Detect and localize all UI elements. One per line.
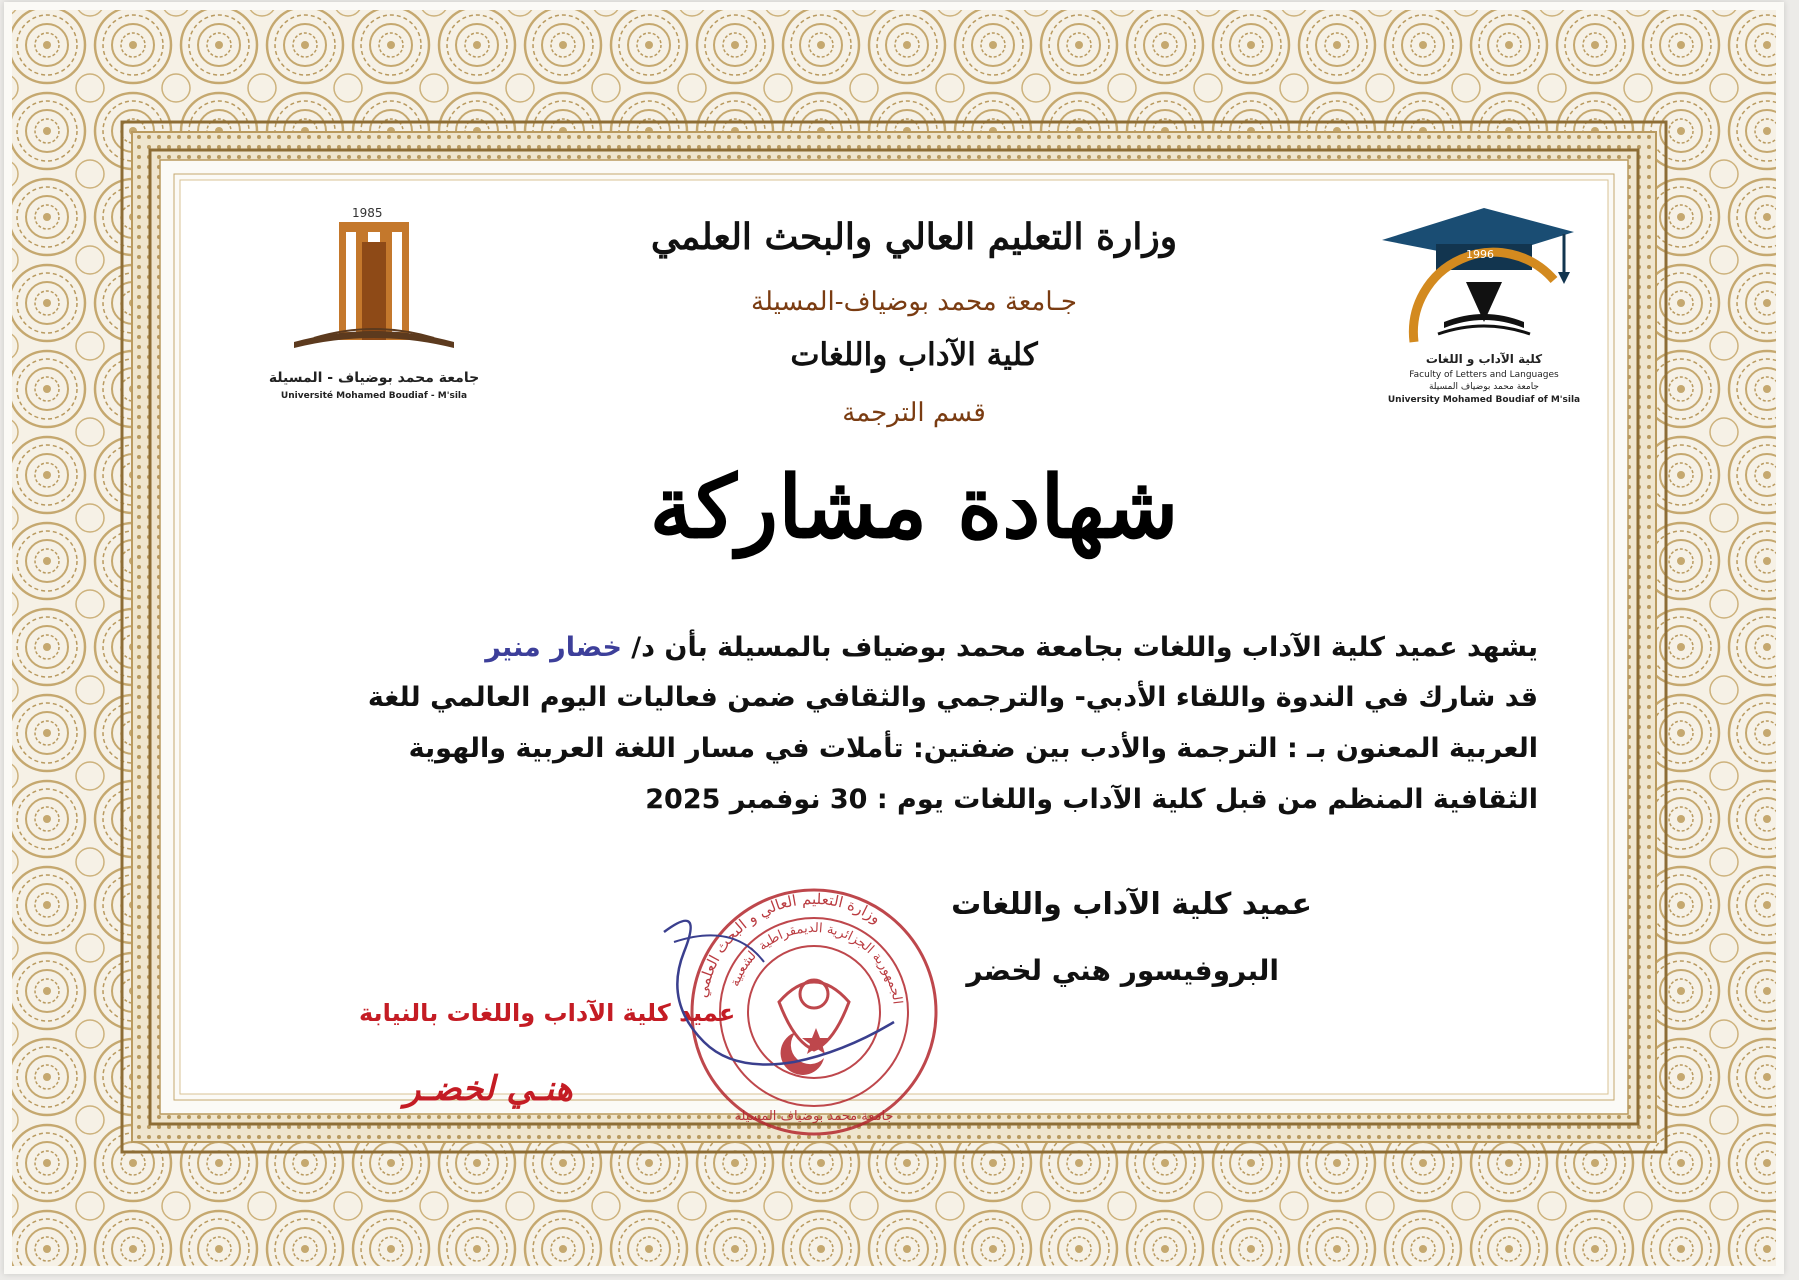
certificate-line-2: قد شارك في الندوة واللقاء الأدبي- والترجمي والثقافي ضمن فعاليات اليوم العالمي للغة — [367, 682, 1538, 713]
stamp-bottom-text: جامعة محمد بوضياف المسيلة — [734, 1109, 894, 1124]
certificate-line-4: الثقافية المنظم من قبل كلية الآداب واللغات يوم : 30 نوفمبر 2025 — [645, 784, 1538, 815]
dean-name: البروفيسور هني لخضر — [966, 954, 1279, 987]
dean-title: عميد كلية الآداب واللغات — [951, 887, 1312, 922]
certificate-intro-text: يشهد عميد كلية الآداب واللغات بجامعة محمد بوضياف بالمسيلة بأن د/ — [621, 632, 1538, 663]
certificate-sheet — [4, 2, 1784, 1274]
faculty-name-arabic: كلية الآداب و اللغات — [1425, 352, 1543, 366]
university-logo — [254, 202, 494, 402]
department-heading: قسم الترجمة — [842, 398, 986, 428]
participant-name: خضار منير — [485, 632, 622, 663]
acting-dean-title: عميد كلية الآداب واللغات بالنيابة — [359, 999, 736, 1027]
ministry-heading: وزارة التعليم العالي والبحث العلمي — [650, 216, 1178, 258]
university-name-latin: Université Mohamed Boudiaf - M'sila — [280, 391, 468, 401]
university-founding-year: 1985 — [352, 206, 383, 220]
stamp-outer-text: وزارة التعليم العالي و البحث العلمي — [692, 889, 885, 1000]
certificate-line-1 — [485, 632, 1538, 663]
faculty-logo — [1374, 202, 1594, 412]
faculty-university-arabic: جامعة محمد بوضياف المسيلة — [1428, 382, 1539, 392]
faculty-heading: كلية الآداب واللغات — [790, 337, 1038, 373]
stamp-inner-text: الجمهورية الجزائرية الديمقراطية الشعبية — [727, 920, 905, 1006]
graduation-cap-pen-icon — [1374, 202, 1594, 352]
certificate-title: شهادة مشاركة — [649, 457, 1179, 558]
handwritten-signature-mark — [644, 889, 904, 1092]
faculty-university-latin: University Mohamed Boudiaf of M'sila — [1387, 395, 1581, 405]
faculty-name-latin: Faculty of Letters and Languages — [1409, 370, 1559, 380]
certificate-line-3: العربية المعنون بـ : الترجمة والأدب بين ضفتين: تأملات في مسار اللغة العربية والهوية — [408, 733, 1538, 764]
acting-dean-name: هنـي لخضـر — [404, 1069, 573, 1109]
faculty-founding-year: 1996 — [1466, 248, 1494, 261]
university-name-arabic: جامعة محمد بوضياف - المسيلة — [268, 370, 480, 386]
university-heading: جـامعة محمد بوضياف-المسيلة — [751, 287, 1077, 317]
tower-book-icon — [254, 202, 494, 362]
